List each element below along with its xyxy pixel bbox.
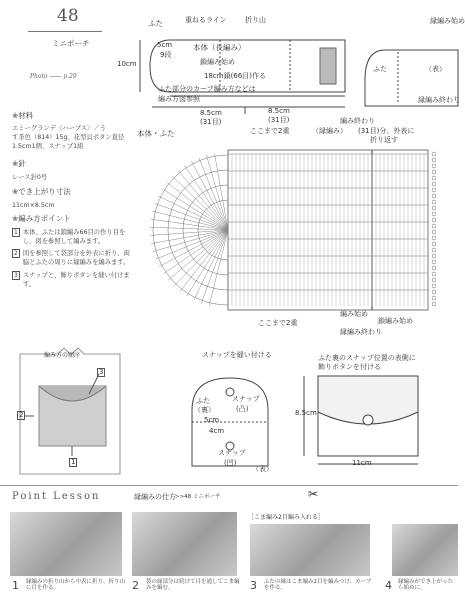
dim-5cm: 5cm [157, 41, 173, 49]
right-edge-end: 縁編み終わり [418, 96, 460, 104]
snap-male-sym: (凸) [236, 405, 249, 413]
lesson-title: Point Lesson [12, 491, 101, 502]
point-text: 図を参照して袋部分を外表に折り、両脇とふたの周りに縁編みを編みます。 [22, 250, 130, 267]
bullet-icon: ❀ [12, 187, 19, 196]
snap-male-label: スナップ [232, 395, 260, 403]
dim-31b: (31目) [268, 116, 290, 124]
title-underline [28, 31, 102, 32]
chart-end-top: 編み終わり [340, 117, 375, 125]
chart-start: 編み始め [340, 310, 368, 318]
snap-dim-4: 4cm [209, 427, 225, 435]
point-item [12, 228, 134, 246]
layout-schematic [130, 10, 458, 120]
width-label: 18cm鎖(66目)作る [204, 72, 266, 80]
scissors-icon: ✂ [308, 487, 319, 501]
point-number: 2 [14, 250, 18, 258]
fold-note-2: 折り返す [370, 136, 398, 144]
chart-here2-bottom: ここまで2重 [258, 319, 298, 327]
button-callout-1: ふた裏のスナップ位置の表側に [318, 354, 416, 362]
lesson-subtitle: 縁編みの仕方 [134, 493, 176, 501]
materials-line-3: 1.5cm1個、スナップ1組 [12, 143, 84, 151]
point-text: 本体、ふたは鎖編み66目の作り目をし、図を参照して編みます。 [22, 229, 126, 246]
chart-fuchi: （縁編み） [312, 127, 347, 135]
point-text: スナップと、飾りボタンを縫い付けます。 [22, 271, 130, 288]
snap-female-label: スナップ [218, 449, 246, 457]
futa-label: ふた [148, 19, 163, 28]
step-2-text: 袋の縁部分は続けて目を通してこま編みを編む。 [146, 579, 240, 591]
order-label-1: 1 [71, 458, 76, 466]
needle-heading: ❀針 [12, 159, 26, 168]
point-number: 1 [14, 229, 18, 236]
chart-chain-start: 鎖編み始め [378, 317, 413, 325]
step-2-number: 2 [132, 579, 139, 592]
lesson-photo-4 [392, 524, 458, 576]
dim-85b: 8.5cm [268, 107, 290, 115]
pattern-number: 48 [57, 6, 79, 26]
right-omote-label: （表） [425, 65, 446, 73]
lesson-photo-3 [250, 524, 370, 576]
pattern-title: ミニポーチ [52, 39, 90, 48]
point-item [12, 249, 134, 267]
order-label-2: 2 [19, 411, 24, 419]
button-diagram [296, 362, 456, 472]
snap-callout: スナップを縫い付ける [202, 351, 272, 359]
step-1-number: 1 [12, 579, 19, 592]
fold-label: 折り山 [245, 16, 266, 24]
materials-line-2: す茶色（814）15g、花型貝ボタン直径 [12, 134, 125, 142]
lesson-photo-2 [132, 512, 237, 576]
height-label: 10cm [117, 60, 137, 68]
step-4-number: 4 [385, 579, 392, 592]
lesson-tag: ［こま編み2目編み入れる］ [248, 514, 324, 521]
snap-dim-5: 5cm [204, 416, 220, 424]
snap-omote: （表） [252, 465, 273, 473]
button-height: 8.5cm [295, 409, 317, 417]
chart-title: 本体・ふた [137, 129, 175, 138]
point-number: 3 [14, 271, 18, 279]
needle-value: レース針0号 [12, 174, 48, 181]
lesson-divider [0, 485, 458, 487]
button-width: 11cm [352, 459, 372, 467]
fold-note-1: (31目)分、外表に [358, 127, 415, 135]
snap-futa: ふた [196, 397, 210, 405]
snap-female-sym: (凹) [224, 459, 237, 467]
chart-fuchi-end: 縁編み終わり [340, 328, 382, 336]
chain-start-label: 鎖編み始め [200, 58, 235, 66]
step-4-text: 縁編みができ上がったら始めに。 [398, 579, 454, 591]
order-title: 編み方の順序 [44, 352, 81, 359]
dim-9rows: 9段 [160, 51, 172, 59]
chart-here2-top: ここまで2重 [250, 127, 290, 135]
lesson-ref: >>48 ミニポーチ [175, 494, 221, 500]
materials-line-1: エミーグランデ〈ハーブス〉／う [12, 125, 106, 132]
right-edge-start: 縁編み始め [430, 17, 465, 25]
order-label-3: 3 [99, 368, 104, 376]
dim-85a: 8.5cm [200, 109, 222, 117]
materials-text [12, 124, 135, 151]
step-3-text: ふたの縁はこま編み2目を編みつけ、カーブを作る。 [264, 579, 372, 591]
point-item [12, 271, 134, 289]
size-heading: ❀でき上がり寸法 [12, 187, 71, 196]
curve-note-1: ふた部分のカーブ編み方などは [158, 85, 256, 93]
curve-note-2: 編み方図参照 [158, 95, 200, 103]
overlap-line-label: 重ねるライン [185, 16, 227, 24]
step-3-number: 3 [250, 579, 257, 592]
stitch-chart [136, 140, 454, 322]
step-1-text: 縁編みの折り山から中表に折り、折り山に目を作る。 [26, 579, 126, 591]
size-value: 11cm×8.5cm [12, 202, 55, 209]
materials-heading: ❀材料 [12, 111, 34, 120]
bullet-icon: ❀ [12, 111, 19, 120]
bullet-icon: ❀ [12, 159, 19, 168]
button-callout-2: 飾りボタンを付ける [318, 363, 381, 371]
points-heading: ❀編み方ポイント [12, 214, 71, 223]
bullet-icon: ❀ [12, 214, 19, 223]
right-futa-label: ふた [373, 65, 387, 73]
body-label: 本体（長編み） [193, 43, 246, 52]
dim-31a: (31目) [200, 118, 222, 126]
lesson-photo-1 [10, 512, 122, 576]
photo-reference: Photo ―― p.29 [30, 73, 77, 80]
points-list [12, 228, 134, 289]
snap-ura: （裏） [194, 406, 215, 414]
